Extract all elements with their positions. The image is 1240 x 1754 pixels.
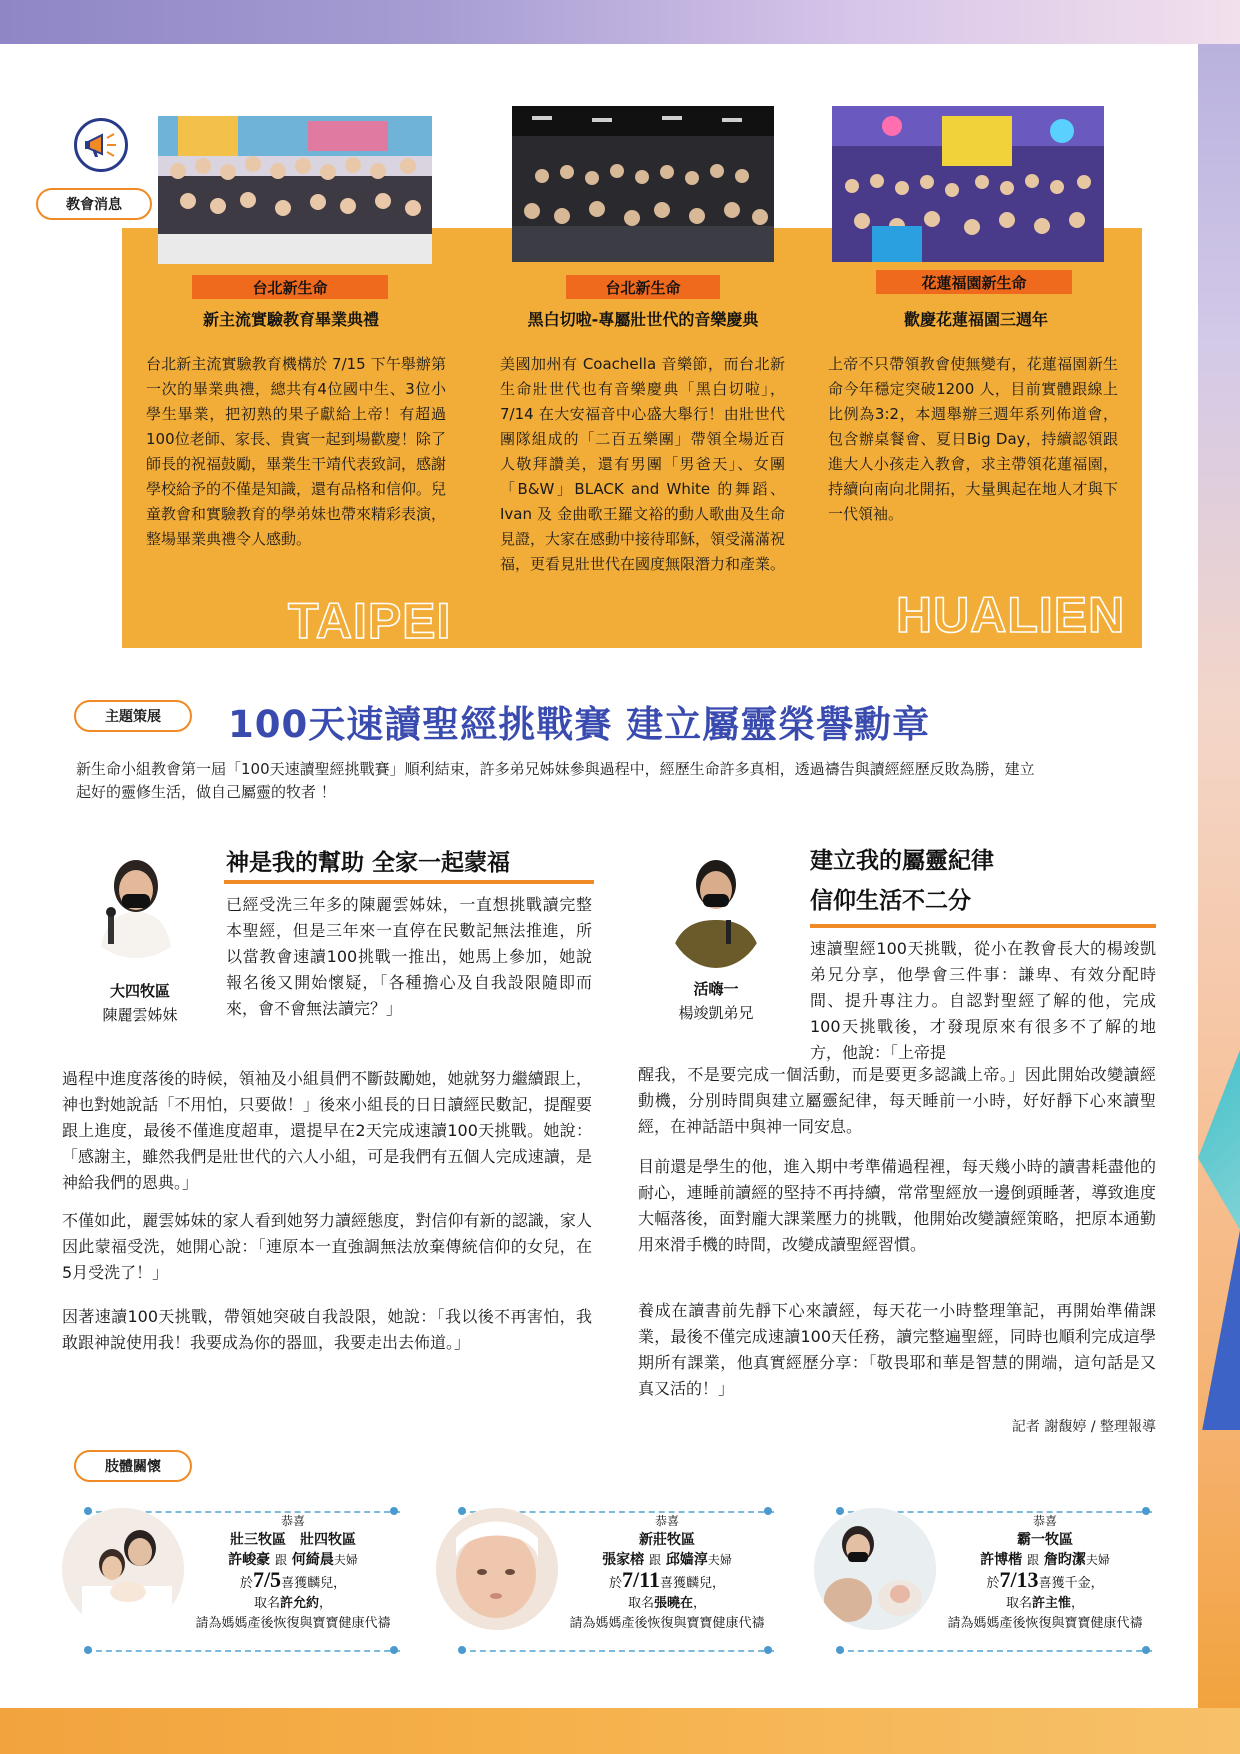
care-district: 新莊牧區 <box>639 1532 695 1548</box>
dot-icon <box>836 1507 844 1515</box>
feature-intro: 新生命小組教會第一屆「100天速讀聖經挑戰賽」順利結束，許多弟兄姊妹參與過程中，經歷生命許多真相，透過禱告與讀經經歷反敗為勝，建立起好的靈修生活，做自己屬靈的牧者 ！ <box>76 760 1035 801</box>
megaphone-icon <box>74 118 128 172</box>
care-prayer: 請為媽媽產後恢復與寶寶健康代禱 <box>569 1616 765 1631</box>
care-comma: ， <box>319 1596 333 1611</box>
left-story-p4: 因著速讀100天挑戰，帶領她突破自我設限，她說：「我以後不再害怕，我敢跟神說使用我！我要成為你的器皿，我要走出去佈道。」 <box>62 1307 592 1352</box>
care-baby: 張曉在 <box>653 1596 693 1611</box>
care-date: 7/13 <box>999 1567 1039 1592</box>
dot-icon <box>1142 1646 1150 1654</box>
care-congrats: 恭喜 <box>1032 1514 1057 1528</box>
right-story-p1-top: 速讀聖經100天挑戰，從小在教會長大的楊竣凱弟兄分享，他學會三件事：謙卑、有效分配時間、提升專注力。自認對聖經了解的他，完成100天挑戰後，才發現原來有很多不了解的地方，他說：「上帝提 <box>810 939 1156 1062</box>
dot-icon <box>390 1646 398 1654</box>
top-gradient-band <box>0 0 1240 44</box>
care-event: 喜獲千金， <box>1038 1576 1104 1591</box>
care-photo-1 <box>62 1508 184 1630</box>
left-story-p1: 已經受洗三年多的陳麗雲姊妹，一直想挑戰讀完整本聖經，但是三年來一直停在民數記無法推進，所以當教會速讀100挑戰一推出，她馬上參加，她說報名後又開始懷疑，「各種擔心及自我設限隨即而來，會不會無法讀完？」 <box>226 895 592 1018</box>
care-congrats: 恭喜 <box>654 1514 679 1528</box>
section-tag-care: 肢體關懷 <box>74 1450 192 1482</box>
byline: 記者 謝馥婷 / 整理報導 <box>1011 1419 1156 1435</box>
news-photo-graduation <box>158 116 432 264</box>
dashed-rule <box>86 1650 400 1652</box>
news-subtitle-2: 黑白切啦-專屬壯世代的音樂慶典 <box>527 310 759 329</box>
care-name-line <box>560 1594 774 1614</box>
news-body-1: 台北新主流實驗教育機構於 7/15 下午舉辦第一次的畢業典禮，總共有4位國中生、3位小學生畢業，把初熟的果子獻給上帝！有超過100位老師、家長、貴賓一起到場歡慶！除了師長的祝福鼓勵，畢業生干靖代表致詞，感謝學校給予的不僅是知識，還有品格和信仰。兒童教會和實驗教育的學弟妹也帶來精彩表演，整場畢業典禮令人感動。 <box>146 355 447 548</box>
news-body-2: 美國加州有 Coachella 音樂節，而台北新生命壯世代也有音樂慶典「黑白切啦」，7/14 在大安福音中心盛大舉行！由壯世代團隊組成的「二百五樂團」帶領全場近百 人敬拜讚美，還有男團「男爸天」、女團「B&W」BLACK and White 的舞蹈、Ivan 及 金曲歌王羅文裕的動人歌曲及生命見證，大家在感動中接待耶穌，領受滿滿祝福，更看見壯世代在國度無限潛力和產業。 <box>500 355 786 573</box>
care-card-2 <box>436 1494 774 1659</box>
city-watermark-taipei: TAIPEI <box>288 593 452 649</box>
dot-icon <box>458 1507 466 1515</box>
left-person-group: 大四牧區 <box>109 982 170 1000</box>
news-church-tag-3: 花蓮福園新生命 <box>876 270 1072 294</box>
care-father: 許博楷 <box>980 1552 1023 1568</box>
care-prayer: 請為媽媽產後恢復與寶寶健康代禱 <box>947 1616 1143 1631</box>
care-name-line <box>938 1594 1152 1614</box>
care-text-1 <box>186 1512 400 1634</box>
right-story-title-line2: 信仰生活不二分 <box>810 888 971 914</box>
right-story-p1-bottom: 醒我，不是要完成一個活動，而是要更多認識上帝。」因此開始改變讀經動機，分別時間與建立屬靈紀律，每天睡前一小時，好好靜下心來讀聖經，在神話語中與神一同安息。 <box>638 1065 1156 1136</box>
left-story-rule <box>224 880 594 884</box>
care-baby: 許允約 <box>279 1596 319 1611</box>
care-photo-3 <box>814 1508 936 1630</box>
care-birth-line <box>560 1567 774 1594</box>
care-birth-line <box>938 1567 1152 1594</box>
care-on: 於 <box>986 1576 1000 1591</box>
news-photo-anniversary <box>832 106 1104 262</box>
care-couple-line <box>938 1550 1152 1570</box>
care-and: 跟 <box>1026 1553 1039 1567</box>
care-father: 許峻豪 <box>228 1552 271 1568</box>
care-text-3 <box>938 1512 1152 1634</box>
care-name-line <box>186 1594 400 1614</box>
care-congrats: 恭喜 <box>280 1514 305 1528</box>
right-story-rule <box>810 924 1156 928</box>
city-watermark-hualien: HUALIEN <box>896 587 1126 643</box>
care-father: 張家榕 <box>602 1552 645 1568</box>
section-tag-feature: 主題策展 <box>74 700 192 732</box>
care-card-3 <box>814 1494 1152 1659</box>
news-church-tag-2: 台北新生命 <box>566 275 720 299</box>
right-gradient-strip <box>1198 44 1240 1708</box>
care-birth-line <box>186 1567 400 1594</box>
care-baby: 許主惟 <box>1031 1596 1071 1611</box>
news-church-tag-1: 台北新生命 <box>192 275 388 299</box>
care-name-prefix: 取名 <box>1005 1596 1032 1611</box>
right-person-group: 活嗨一 <box>693 980 739 998</box>
care-event: 喜獲麟兒， <box>659 1576 725 1591</box>
care-couple-line <box>560 1550 774 1570</box>
right-story-p2: 目前還是學生的他，進入期中考準備過程裡，每天幾小時的讀書耗盡他的耐心，連睡前讀經的堅持不再持續，常常聖經放一邊倒頭睡著，導致進度大幅落後，面對龐大課業壓力的挑戰，他開始改變讀經策略，把原本通勤用來滑手機的時間，改變成讀聖經習慣。 <box>638 1157 1156 1254</box>
care-couple-line <box>186 1550 400 1570</box>
left-story-p3: 不僅如此，麗雲姊妹的家人看到她努力讀經態度，對信仰有新的認識，家人因此蒙福受洗，她開心說：「連原本一直強調無法放棄傳統信仰的女兒，在5月受洗了！」 <box>62 1211 592 1282</box>
care-date: 7/5 <box>252 1567 282 1592</box>
right-person-name: 楊竣凱弟兄 <box>678 1004 754 1022</box>
dot-icon <box>458 1646 466 1654</box>
news-subtitle-1: 新主流實驗教育畢業典禮 <box>202 310 379 329</box>
care-comma: ， <box>1071 1596 1085 1611</box>
care-mother: 邱嫱淳 <box>665 1552 708 1568</box>
care-and: 跟 <box>648 1553 661 1567</box>
dot-icon <box>764 1646 772 1654</box>
care-district: 壯三牧區 壯四牧區 <box>230 1532 356 1548</box>
news-photo-concert <box>512 106 774 262</box>
care-prayer: 請為媽媽產後恢復與寶寶健康代禱 <box>195 1616 391 1631</box>
dashed-rule <box>838 1650 1152 1652</box>
care-date: 7/11 <box>622 1567 660 1592</box>
dot-icon <box>84 1646 92 1654</box>
care-event: 喜獲麟兒， <box>281 1576 347 1591</box>
left-story-p2: 過程中進度落後的時候，領袖及小組員們不斷鼓勵她，她就努力繼續跟上，神也對她說話「不用怕，只要做！」後來小組長的日日讀經民數記，提醒要跟上進度，最後不僅進度超車，還提早在2天完成速讀100天挑戰。她說：「感謝主，雖然我們是壯世代的六人小組，可是我們有五個人完成速讀，是神給我們的恩典。」 <box>62 1069 592 1192</box>
care-on: 於 <box>609 1576 623 1591</box>
care-couple-suffix: 夫婦 <box>333 1553 358 1567</box>
care-card-1 <box>62 1494 400 1659</box>
care-couple-suffix: 夫婦 <box>707 1553 732 1567</box>
bottom-gradient-band <box>0 1708 1240 1754</box>
news-body-3: 上帝不只帶領教會使無變有，花蓮福園新生命今年穩定突破1200 人，目前實體跟線上比例為3:2，本週舉辦三週年系列佈道會，包含辦桌餐會、夏日Big Day，持續認領跟進大人小孩走入教會，求主帶領花蓮福園，持續向南向北開拓，大量興起在地人才與下一代領袖。 <box>828 355 1118 523</box>
dot-icon <box>84 1507 92 1515</box>
dot-icon <box>836 1646 844 1654</box>
portrait-yang-junkai <box>664 838 768 968</box>
care-mother: 何綺晨 <box>291 1552 334 1568</box>
right-story-p3: 養成在讀書前先靜下心來讀經，每天花一小時整理筆記，再開始準備課業，最後不僅完成速讀100天任務，讀完整遍聖經，同時也順利完成這學期所有課業，他真實經歷分享：「敬畏耶和華是智慧的開端，這句話是又真又活的！」 <box>638 1301 1156 1398</box>
care-name-prefix: 取名 <box>627 1596 654 1611</box>
care-name-prefix: 取名 <box>253 1596 280 1611</box>
feature-title: 100天速讀聖經挑戰賽 建立屬靈榮譽勳章 <box>228 703 931 746</box>
care-district: 霸一牧區 <box>1017 1532 1073 1548</box>
care-mother: 詹昀潔 <box>1043 1552 1086 1568</box>
portrait-chen-liyun <box>78 842 194 958</box>
care-text-2 <box>560 1512 774 1634</box>
section-tag-news: 教會消息 <box>36 188 152 220</box>
care-on: 於 <box>239 1576 253 1591</box>
care-photo-2 <box>436 1508 558 1630</box>
care-couple-suffix: 夫婦 <box>1085 1553 1110 1567</box>
care-comma: ， <box>693 1596 707 1611</box>
right-story-title-line1: 建立我的屬靈紀律 <box>810 848 994 874</box>
care-and: 跟 <box>274 1553 287 1567</box>
news-subtitle-3: 歡慶花蓮福園三週年 <box>903 310 1048 329</box>
left-story-title: 神是我的幫助 全家一起蒙福 <box>226 850 511 876</box>
left-person-name: 陳麗雲姊妹 <box>102 1006 178 1024</box>
dashed-rule <box>460 1650 774 1652</box>
